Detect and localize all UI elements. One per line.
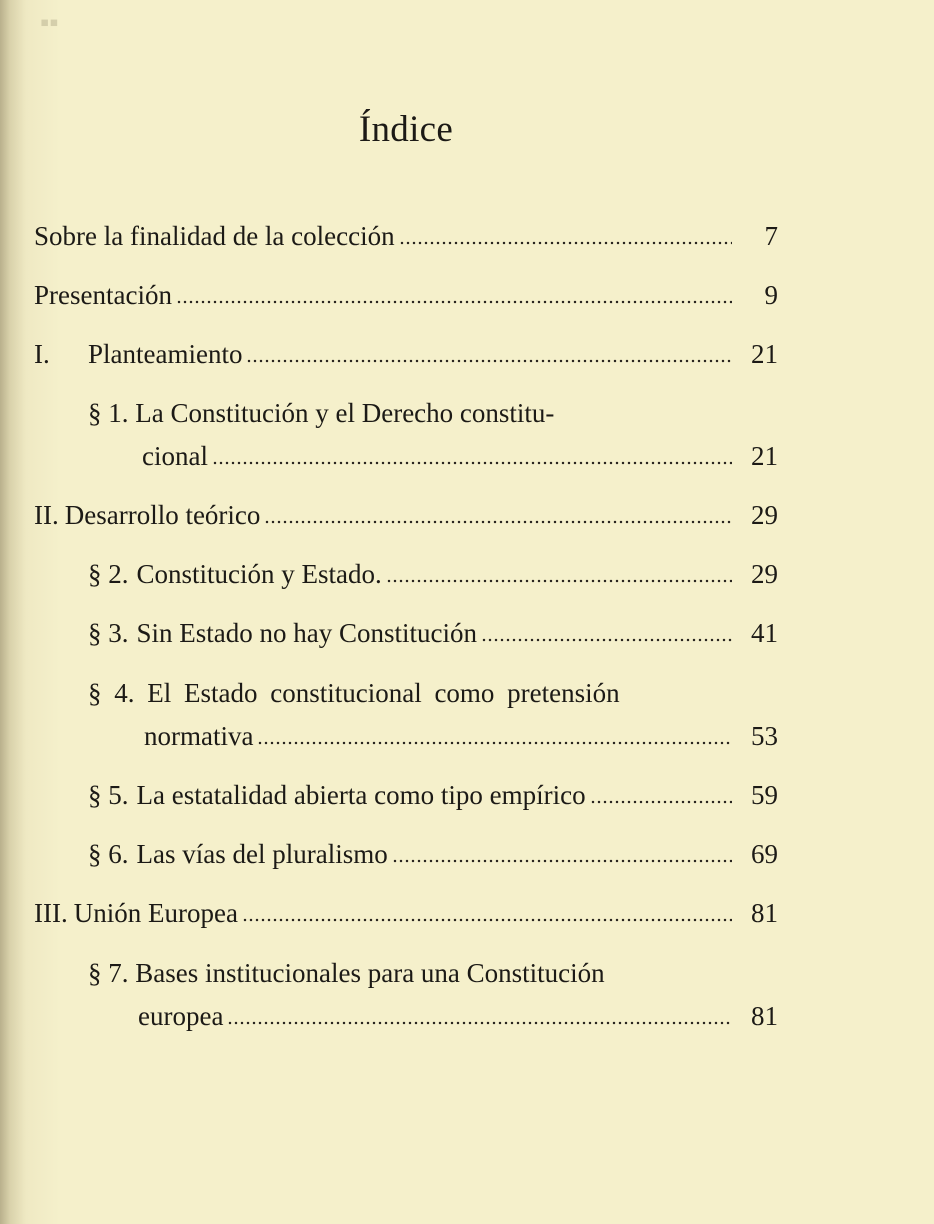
toc-page-number: 81 bbox=[751, 898, 778, 928]
toc-entry-label: Las vías del pluralismo bbox=[136, 839, 388, 869]
page-title: Índice bbox=[358, 109, 454, 150]
dot-leader bbox=[399, 225, 732, 245]
toc-entry-10[interactable] bbox=[88, 838, 778, 870]
toc-entry-7[interactable] bbox=[88, 617, 778, 649]
toc-entry-label-continued: normativa bbox=[144, 721, 254, 751]
toc-page-number: 59 bbox=[751, 780, 778, 810]
toc-entry-number: § 6. bbox=[88, 839, 129, 869]
dot-leader bbox=[227, 1005, 732, 1025]
toc-page-number: 41 bbox=[751, 618, 778, 648]
toc-entry-9[interactable] bbox=[88, 779, 778, 811]
toc-entry-label: Desarrollo teórico bbox=[64, 500, 261, 530]
dot-leader bbox=[242, 902, 732, 922]
dot-leader bbox=[481, 622, 732, 642]
toc-entry-number: II. bbox=[34, 500, 59, 530]
toc-entry-4-second-line[interactable] bbox=[142, 440, 778, 472]
toc-entry-number: § 7. bbox=[88, 958, 129, 988]
toc-entry-2[interactable] bbox=[34, 279, 778, 311]
toc-entry-number: § 1. bbox=[88, 398, 129, 428]
dot-leader bbox=[264, 504, 732, 524]
toc-entry-label: Presentación bbox=[34, 280, 172, 310]
dot-leader bbox=[246, 343, 732, 363]
toc-entry-label: La estatalidad abierta como tipo empírico bbox=[136, 780, 586, 810]
toc-entry-12-first-line[interactable] bbox=[88, 957, 605, 989]
toc-entry-1[interactable] bbox=[34, 220, 778, 252]
toc-entry-8-second-line[interactable] bbox=[144, 720, 778, 752]
toc-entry-label-continued: cional bbox=[142, 441, 208, 471]
toc-entry-number: III. bbox=[34, 898, 68, 928]
toc-entry-number: § 5. bbox=[88, 780, 129, 810]
dot-leader bbox=[212, 445, 732, 465]
toc-page-number: 7 bbox=[764, 221, 778, 251]
toc-page-number: 29 bbox=[751, 559, 778, 589]
toc-entry-label: La Constitución y el Derecho constitu- bbox=[135, 398, 555, 428]
toc-page-number: 21 bbox=[751, 441, 778, 471]
dot-leader bbox=[257, 725, 732, 745]
dot-leader bbox=[590, 784, 732, 804]
toc-entry-label: Sobre la finalidad de la colección bbox=[34, 221, 395, 251]
toc-entry-5[interactable] bbox=[34, 499, 778, 531]
dot-leader bbox=[392, 843, 732, 863]
toc-entry-6[interactable] bbox=[88, 558, 778, 590]
toc-page-number: 29 bbox=[751, 500, 778, 530]
toc-page-number: 9 bbox=[764, 280, 778, 310]
bleed-through-mark: ▪▪ bbox=[40, 8, 59, 37]
toc-entry-number: I. bbox=[34, 339, 50, 369]
toc-entry-3[interactable] bbox=[34, 338, 778, 370]
toc-entry-number: § 4. bbox=[88, 678, 135, 708]
toc-entry-label: Unión Europea bbox=[73, 898, 238, 928]
toc-page-number: 81 bbox=[751, 1001, 778, 1031]
toc-entry-label-continued: europea bbox=[138, 1001, 224, 1031]
toc-entry-label: Constitución y Estado. bbox=[136, 559, 382, 589]
toc-entry-number: § 2. bbox=[88, 559, 129, 589]
toc-entry-label: Planteamiento bbox=[88, 339, 243, 369]
toc-entry-label: Bases institucionales para una Constitución bbox=[135, 958, 605, 988]
toc-page-number: 69 bbox=[751, 839, 778, 869]
toc-page-number: 53 bbox=[751, 721, 778, 751]
toc-entry-number: § 3. bbox=[88, 618, 129, 648]
toc-entry-12-second-line[interactable] bbox=[138, 1000, 778, 1032]
toc-entry-8-first-line[interactable] bbox=[88, 677, 620, 709]
dot-leader bbox=[176, 284, 732, 304]
toc-entry-4-first-line[interactable] bbox=[88, 397, 554, 429]
dot-leader bbox=[386, 563, 732, 583]
toc-entry-label: El Estado constitucional como pretensión bbox=[147, 678, 620, 708]
toc-entry-11[interactable] bbox=[34, 897, 778, 929]
toc-page-number: 21 bbox=[751, 339, 778, 369]
toc-entry-label: Sin Estado no hay Constitución bbox=[136, 618, 477, 648]
